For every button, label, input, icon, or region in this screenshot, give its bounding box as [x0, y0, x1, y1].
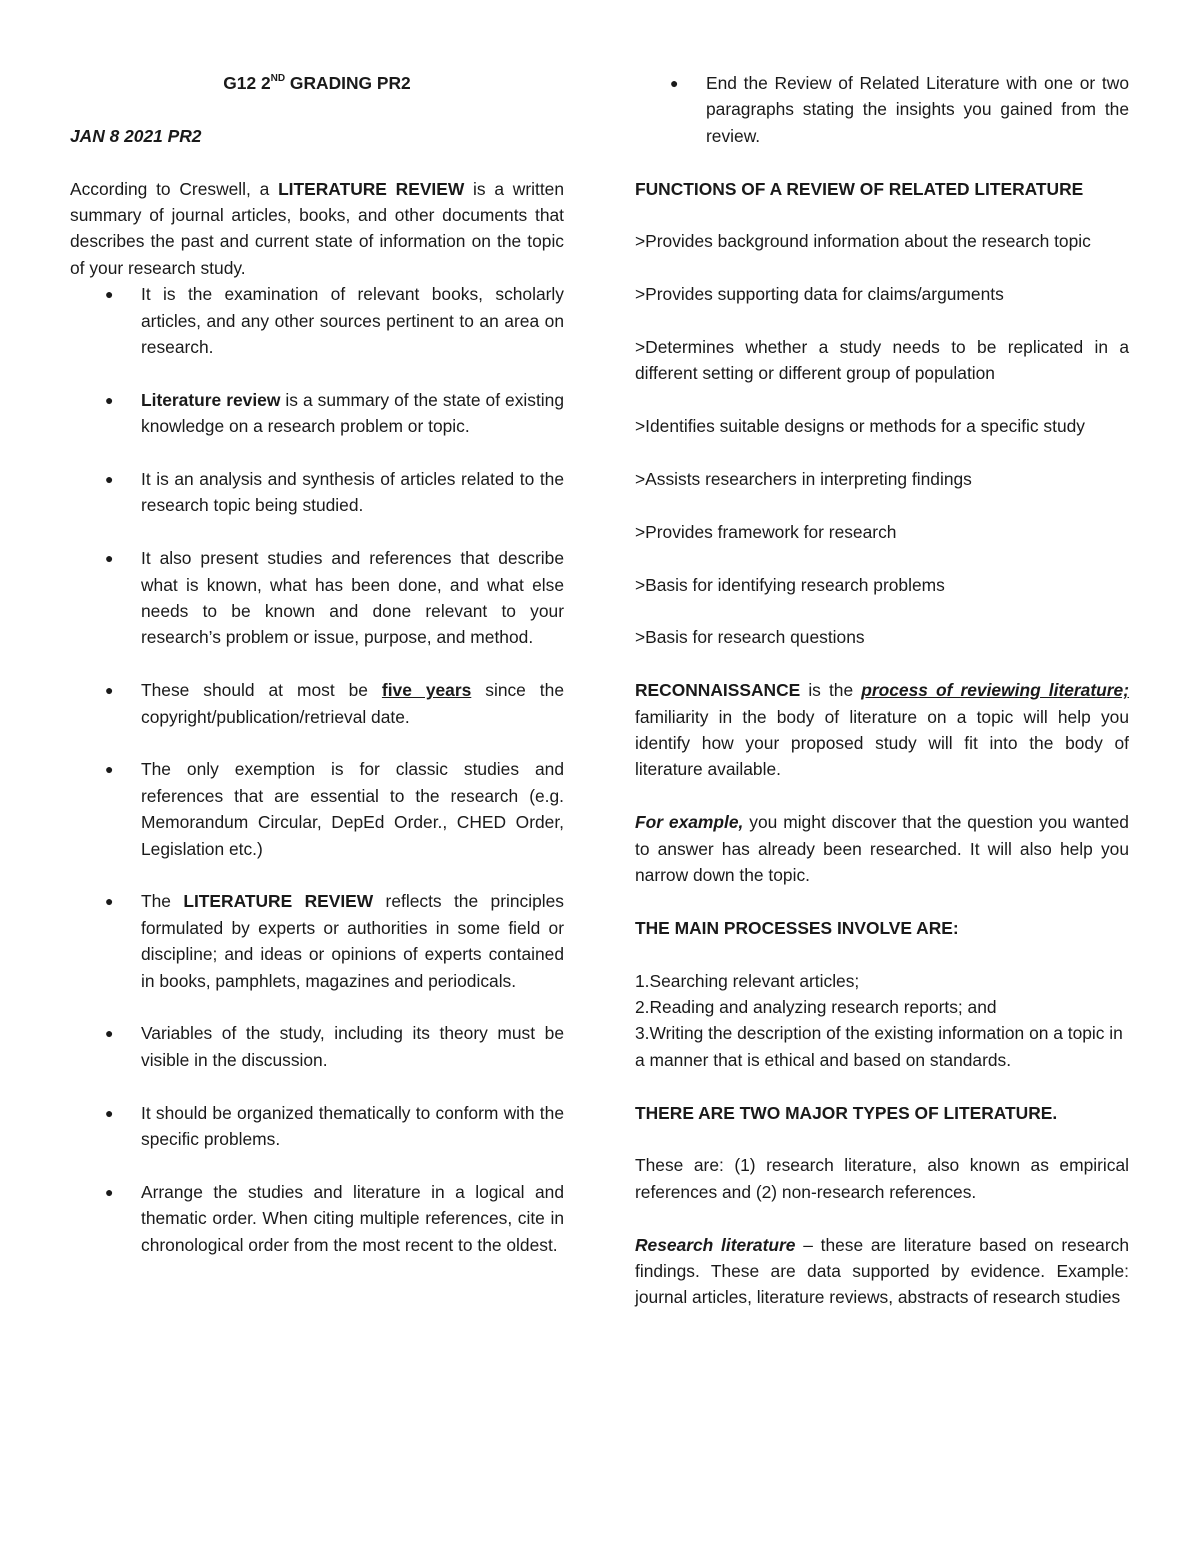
reconnaissance-paragraph: RECONNAISSANCE is the process of reviewing literature; familiarity in the body of literature on a topic will help you identify how your proposed study will fit into the body of literature available. [635, 680, 1130, 780]
five-years-emphasis: five years [381, 680, 472, 701]
function-item: >Determines whether a study needs to be replicated in a different setting or different group of population [635, 337, 1129, 384]
list-item: ● End the Review of Related Literature with one or two paragraphs stating the insights you gained from the review. [635, 70, 1129, 149]
literature-review-term: LITERATURE REVIEW [278, 178, 465, 199]
bullet-icon: ● [670, 75, 679, 91]
bullet-list [70, 281, 564, 1258]
process-item: 1.Searching relevant articles; [635, 970, 860, 991]
document-heading: G12 2ND GRADING PR2 [223, 73, 411, 93]
bullet-icon: ● [105, 893, 114, 910]
left-column [70, 70, 564, 1258]
bullet-icon: ● [105, 1183, 114, 1200]
types-heading: THERE ARE TWO MAJOR TYPES OF LITERATURE. [635, 1102, 1058, 1123]
bullet-icon: ● [105, 1025, 114, 1042]
bullet-icon: ● [105, 550, 114, 567]
process-item: 2.Reading and analyzing research reports; and [635, 997, 997, 1018]
function-item: >Provides supporting data for claims/arguments [635, 284, 1004, 305]
function-item: >Provides background information about the research topic [635, 231, 1091, 252]
list-item: ● Literature review is a summary of the state of existing knowledge on a research problem or topic. [70, 387, 564, 440]
bullet-icon: ● [105, 286, 114, 303]
list-item: ● It is the examination of relevant books, scholarly articles, and any other sources pertinent to an area on research. [70, 281, 564, 360]
list-item: ● These should at most be five years since the copyright/publication/retrieval date. [70, 677, 564, 730]
bullet-icon: ● [105, 471, 114, 488]
bullet-icon: ● [105, 761, 114, 778]
list-item: ● It should be organized thematically to conform with the specific problems. [70, 1100, 564, 1153]
example-paragraph: For example, you might discover that the question you wanted to answer has already been researched. It will also help you narrow down the topic. [635, 812, 1129, 886]
list-item: ● Variables of the study, including its theory must be visible in the discussion. [70, 1020, 564, 1073]
function-item: >Basis for research questions [635, 627, 865, 648]
types-paragraph: These are: (1) research literature, also known as empirical references and (2) non-research references. [635, 1155, 1129, 1202]
processes-heading: THE MAIN PROCESSES INVOLVE ARE: [635, 917, 959, 938]
function-item: >Assists researchers in interpreting findings [635, 469, 972, 489]
function-item: >Identifies suitable designs or methods for a specific study [635, 416, 1085, 437]
list-item: ● Arrange the studies and literature in a logical and thematic order. When citing multiple references, cite in chronological order from the most recent to the oldest. [70, 1179, 564, 1258]
functions-heading: FUNCTIONS OF A REVIEW OF RELATED LITERATURE [635, 178, 1084, 199]
list-item: ● It also present studies and references that describe what is known, what has been done, and what else needs to be known and done relevant to your research’s problem or issue, purpose, and method. [70, 545, 564, 651]
list-item: ● The only exemption is for classic studies and references that are essential to the research (e.g. Memorandum Circular, DepEd Order., CHED Order, Legislation etc.) [70, 756, 564, 862]
process-item: 3.Writing the description of the existing information on a topic in a manner that is ethical and based on standards. [635, 1023, 1123, 1070]
list-item: ● It is an analysis and synthesis of articles related to the research topic being studied. [70, 466, 564, 519]
research-literature-paragraph: Research literature – these are literature based on research findings. These are data supported by evidence. Example: journal articles, literature reviews, abstracts of research studies [635, 1234, 1130, 1308]
heading-superscript: ND [270, 73, 286, 84]
right-column [635, 70, 1129, 1311]
reconnaissance-definition: process of reviewing literature; [861, 680, 1130, 701]
function-item: >Basis for identifying research problems [635, 574, 945, 595]
bullet-list-continued [635, 70, 1129, 149]
bullet-icon: ● [105, 682, 114, 699]
bullet-icon: ● [105, 391, 114, 408]
function-item: >Provides framework for research [635, 521, 897, 542]
intro-paragraph: According to Creswell, a LITERATURE REVIEW is a written summary of journal articles, books, and other documents that describes the past and current state of information on the topic of your research study. [70, 178, 565, 278]
session-date: JAN 8 2021 PR2 [70, 125, 202, 146]
list-item: ● The LITERATURE REVIEW reflects the principles formulated by experts or authorities in some field or discipline; and ideas or opinions of experts contained in books, pamphlets, magazines and periodicals. [70, 888, 564, 994]
bullet-icon: ● [105, 1104, 114, 1121]
